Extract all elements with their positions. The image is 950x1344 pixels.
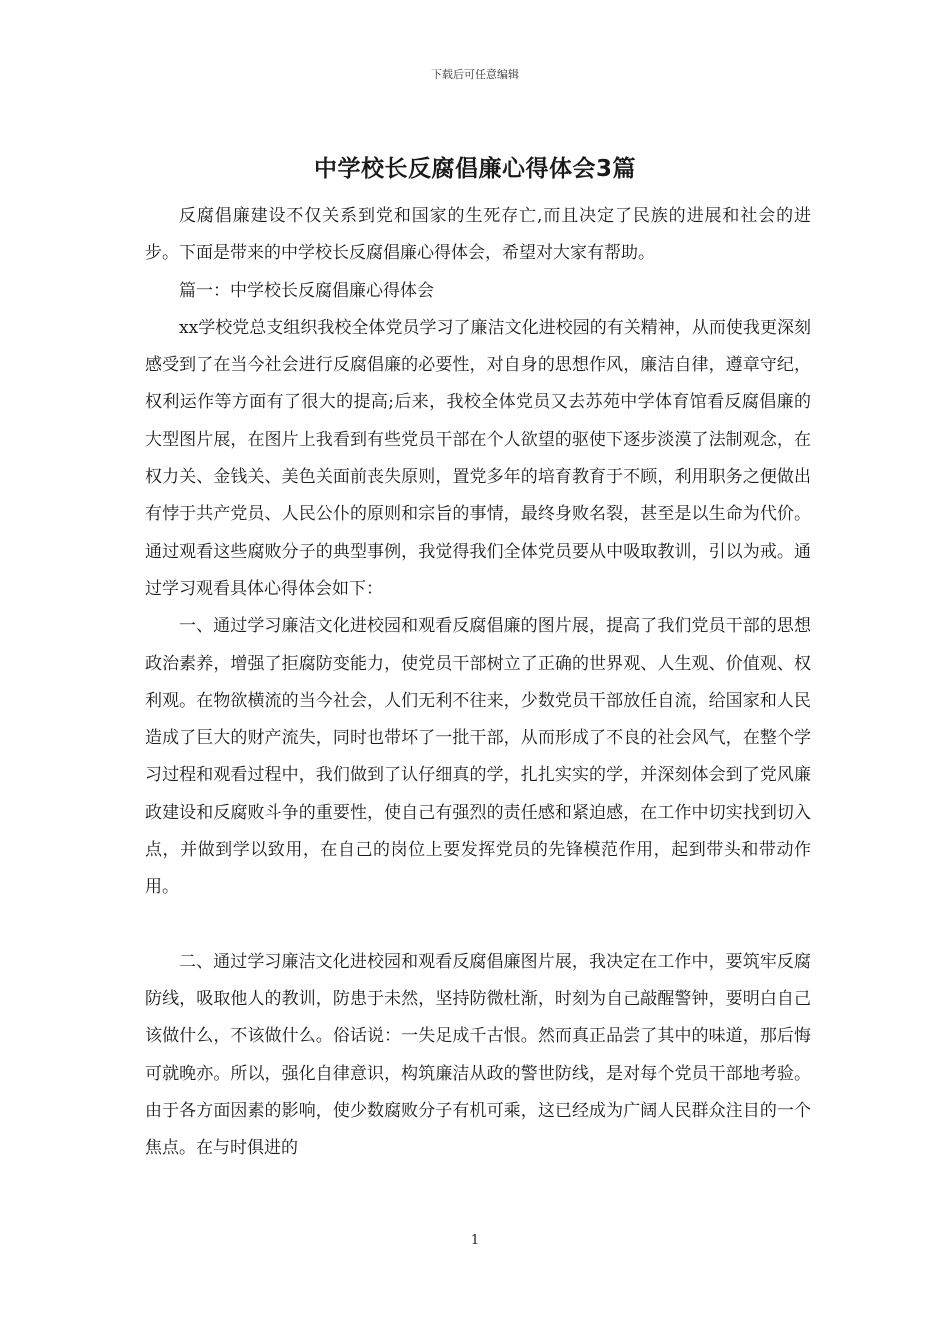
header-note: 下载后可任意编辑: [431, 68, 519, 81]
paragraph-spacer: [145, 907, 811, 944]
page-number: 1: [470, 1233, 480, 1248]
body-paragraph: 一、通过学习廉洁文化进校园和观看反腐倡廉的图片展，提高了我们党员干部的思想政治素养，增强了拒腐防变能力，使党员干部树立了正确的世界观、人生观、价值观、权利观。在物欲横流的当今社会，人们无利不往来，少数党员干部放任自流，给国家和人民造成了巨大的财产流失，同时也带坏了一批干部，从而形成了不良的社会风气，在整个学习过程和观看过程中，我们做到了认仔细真的学，扎扎实实的学，并深刻体会到了党风廉政建设和反腐败斗争的重要性，使自己有强烈的责任感和紧迫感，在工作中切实找到切入点，并做到学以致用，在自己的岗位上要发挥党员的先锋模范作用，起到带头和带动作用。: [145, 616, 811, 898]
document-body: [145, 198, 811, 1167]
body-paragraph: xx学校党总支组织我校全体党员学习了廉洁文化进校园的有关精神，从而使我更深刻感受到了在当今社会进行反腐倡廉的必要性，对自身的思想作风，廉洁自律，遵章守纪，权利运作等方面有了很大的提高;后来，我校全体党员又去苏苑中学体育馆看反腐倡廉的大型图片展，在图片上我看到有些党员干部在个人欲望的驱使下逐步淡漠了法制观念，在权力关、金钱关、美色关面前丧失原则，置党多年的培育教育于不顾，利用职务之便做出有悖于共产党员、人民公仆的原则和宗旨的事情，最终身败名裂，甚至是以生命为代价。通过观看这些腐败分子的典型事例，我觉得我们全体党员要从中吸取教训，引以为戒。通过学习观看具体心得体会如下：: [145, 317, 811, 599]
body-paragraph: 二、通过学习廉洁文化进校园和观看反腐倡廉图片展，我决定在工作中，要筑牢反腐防线，吸取他人的教训，防患于未然，坚持防微杜渐，时刻为自己敲醒警钟，要明白自己该做什么，不该做什么。俗话说：一失足成千古恨。然而真正品尝了其中的味道，那后悔可就晚亦。所以，强化自律意识，构筑廉洁从政的警世防线，是对每个党员干部地考验。由于各方面因素的影响，使少数腐败分子有机可乘，这已经成为广阔人民群众注目的一个焦点。在与时俱进的: [145, 951, 811, 1159]
intro-paragraph: 反腐倡廉建设不仅关系到党和国家的生死存亡,而且决定了民族的进展和社会的进步。下面是带来的中学校长反腐倡廉心得体会，希望对大家有帮助。: [145, 206, 811, 264]
section-heading: 篇一：中学校长反腐倡廉心得体会: [179, 280, 434, 301]
document-title: 中学校长反腐倡廉心得体会3篇: [313, 156, 636, 182]
